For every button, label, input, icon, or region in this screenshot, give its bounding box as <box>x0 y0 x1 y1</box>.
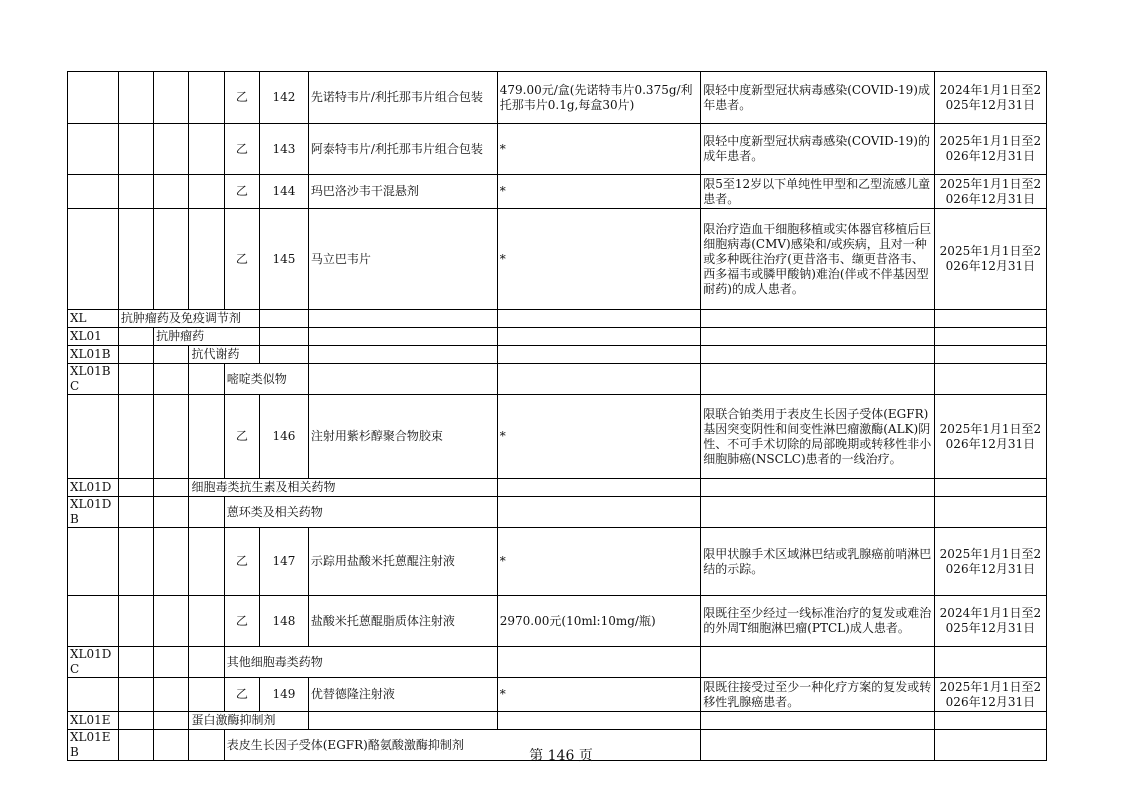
table-row <box>68 395 1047 479</box>
group-code: XL01DC <box>68 647 119 678</box>
number-cell: 147 <box>260 528 309 596</box>
code-cell <box>68 596 119 647</box>
footer-prefix: 第 <box>529 748 544 764</box>
group-label: 细胞毒类抗生素及相关药物 <box>189 479 497 497</box>
restriction-cell: 限轻中度新型冠状病毒感染(COVID-19)的成年患者。 <box>701 124 935 175</box>
table-row <box>68 678 1047 712</box>
code-cell <box>68 72 119 124</box>
table-row <box>68 175 1047 209</box>
number-cell: 148 <box>260 596 309 647</box>
group-label: 其他细胞毒类药物 <box>224 647 497 678</box>
group-code: XL <box>68 310 119 328</box>
price-cell: * <box>497 528 700 596</box>
drug-name-cell: 马立巴韦片 <box>308 209 497 310</box>
number-cell: 149 <box>260 678 309 712</box>
category-cell: 乙 <box>224 124 259 175</box>
price-cell: * <box>497 209 700 310</box>
code-cell <box>68 395 119 479</box>
drug-name-cell: 先诺特韦片/利托那韦片组合包装 <box>308 72 497 124</box>
number-cell: 142 <box>260 72 309 124</box>
restriction-cell: 限既往接受过至少一种化疗方案的复发或转移性乳腺癌患者。 <box>701 678 935 712</box>
group-code: XL01E <box>68 712 119 730</box>
price-cell: 479.00元/盒(先诺特韦片0.375g/利托那韦片0.1g,每盒30片) <box>497 72 700 124</box>
price-cell: 2970.00元(10ml:10mg/瓶) <box>497 596 700 647</box>
group-label: 蒽环类及相关药物 <box>224 497 497 528</box>
category-cell: 乙 <box>224 175 259 209</box>
category-cell: 乙 <box>224 596 259 647</box>
number-cell: 146 <box>260 395 309 479</box>
category-cell: 乙 <box>224 209 259 310</box>
drug-name-cell: 优替德隆注射液 <box>308 678 497 712</box>
table-row <box>68 209 1047 310</box>
number-cell: 144 <box>260 175 309 209</box>
period-cell: 2025年1月1日至2026年12月31日 <box>934 395 1046 479</box>
number-cell: 145 <box>260 209 309 310</box>
drug-name-cell: 示踪用盐酸米托蒽醌注射液 <box>308 528 497 596</box>
period-cell: 2025年1月1日至2026年12月31日 <box>934 124 1046 175</box>
group-label: 抗代谢药 <box>189 346 260 364</box>
group-code: XL01D <box>68 479 119 497</box>
code-cell <box>68 209 119 310</box>
table-row <box>68 528 1047 596</box>
code-cell <box>68 175 119 209</box>
table-row <box>68 72 1047 124</box>
category-cell: 乙 <box>224 678 259 712</box>
group-code: XL01EB <box>68 730 119 761</box>
group-code: XL01B <box>68 346 119 364</box>
restriction-cell: 限5至12岁以下单纯性甲型和乙型流感儿童患者。 <box>701 175 935 209</box>
code-cell <box>68 528 119 596</box>
group-code: XL01DB <box>68 497 119 528</box>
period-cell: 2025年1月1日至2026年12月31日 <box>934 528 1046 596</box>
category-cell: 乙 <box>224 528 259 596</box>
price-cell: * <box>497 678 700 712</box>
footer-suffix: 页 <box>578 748 593 764</box>
table-row <box>68 124 1047 175</box>
restriction-cell: 限治疗造血干细胞移植或实体器官移植后巨细胞病毒(CMV)感染和/或疾病，且对一种或多种既往治疗(更昔洛韦、缬更昔洛韦、西多福韦或膦甲酸钠)难治(伴或不伴基因型耐药)的成人患者。 <box>701 209 935 310</box>
group-row <box>68 346 1047 364</box>
period-cell: 2025年1月1日至2026年12月31日 <box>934 678 1046 712</box>
group-row <box>68 364 1047 395</box>
group-row <box>68 310 1047 328</box>
number-cell: 143 <box>260 124 309 175</box>
group-label: 表皮生长因子受体(EGFR)酪氨酸激酶抑制剂 <box>224 730 700 761</box>
page-number: 146 <box>547 748 575 764</box>
category-cell: 乙 <box>224 395 259 479</box>
group-code: XL01BC <box>68 364 119 395</box>
price-cell: * <box>497 124 700 175</box>
group-row <box>68 328 1047 346</box>
restriction-cell: 限既往至少经过一线标准治疗的复发或难治的外周T细胞淋巴瘤(PTCL)成人患者。 <box>701 596 935 647</box>
drug-name-cell: 阿泰特韦片/利托那韦片组合包装 <box>308 124 497 175</box>
group-label: 蛋白激酶抑制剂 <box>189 712 308 730</box>
group-row <box>68 647 1047 678</box>
drug-catalog-table <box>67 71 1047 761</box>
drug-name-cell: 玛巴洛沙韦干混悬剂 <box>308 175 497 209</box>
group-label: 嘧啶类似物 <box>224 364 308 395</box>
price-cell: * <box>497 395 700 479</box>
group-code: XL01 <box>68 328 119 346</box>
period-cell: 2025年1月1日至2026年12月31日 <box>934 175 1046 209</box>
price-cell: * <box>497 175 700 209</box>
period-cell: 2024年1月1日至2025年12月31日 <box>934 72 1046 124</box>
restriction-cell: 限轻中度新型冠状病毒感染(COVID-19)成年患者。 <box>701 72 935 124</box>
group-row <box>68 479 1047 497</box>
code-cell <box>68 124 119 175</box>
code-cell <box>68 678 119 712</box>
group-label: 抗肿瘤药 <box>154 328 260 346</box>
drug-name-cell: 盐酸米托蒽醌脂质体注射液 <box>308 596 497 647</box>
table-row <box>68 596 1047 647</box>
restriction-cell: 限联合铂类用于表皮生长因子受体(EGFR)基因突变阴性和间变性淋巴瘤激酶(ALK)阴性、不可手术切除的局部晚期或转移性非小细胞肺癌(NSCLC)患者的一线治疗。 <box>701 395 935 479</box>
group-row <box>68 497 1047 528</box>
drug-name-cell: 注射用紫杉醇聚合物胶束 <box>308 395 497 479</box>
period-cell: 2024年1月1日至2025年12月31日 <box>934 596 1046 647</box>
period-cell: 2025年1月1日至2026年12月31日 <box>934 209 1046 310</box>
category-cell: 乙 <box>224 72 259 124</box>
group-label: 抗肿瘤药及免疫调节剂 <box>118 310 259 328</box>
page-footer <box>0 745 1122 765</box>
group-row <box>68 712 1047 730</box>
restriction-cell: 限甲状腺手术区域淋巴结或乳腺癌前哨淋巴结的示踪。 <box>701 528 935 596</box>
